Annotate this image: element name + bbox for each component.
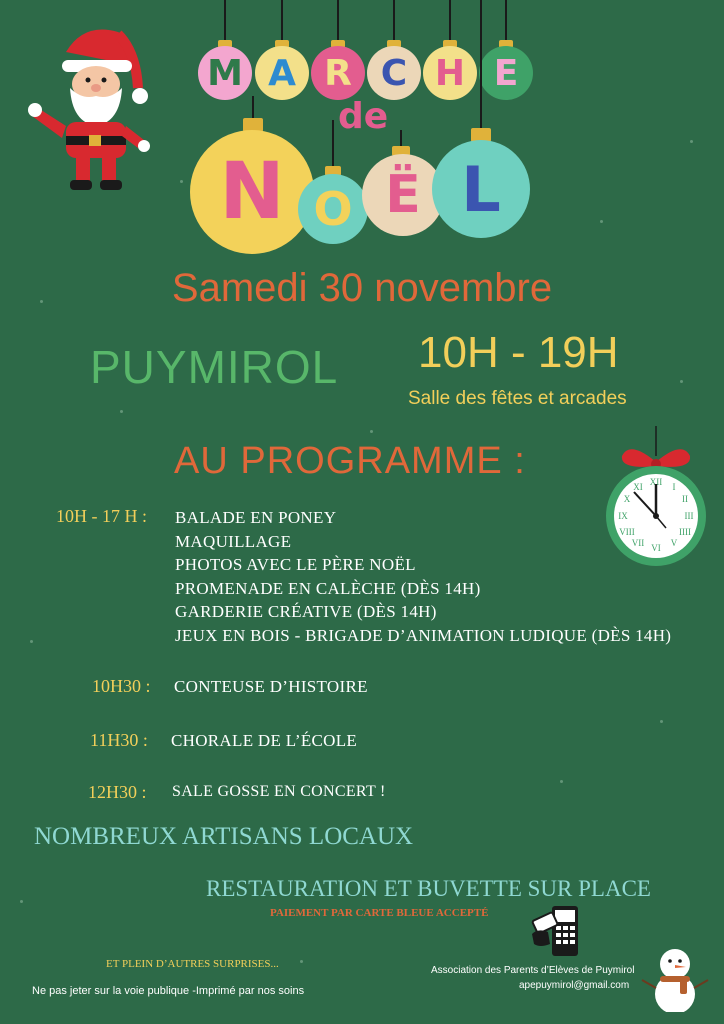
list-item: PROMENADE EN CALÈCHE (DÈS 14H): [175, 578, 481, 598]
event-venue: Salle des fêtes et arcades: [408, 388, 627, 409]
list-item: CONTEUSE D’HISTOIRE: [174, 677, 368, 696]
restauration-text: RESTAURATION ET BUVETTE SUR PLACE: [206, 876, 651, 901]
clock-numeral: X: [623, 494, 631, 504]
clock-numeral: VIII: [619, 527, 635, 537]
programme-time: 10H30 :: [92, 676, 151, 696]
ornament-letter: M: [198, 46, 252, 100]
programme-time: 10H - 17 H :: [56, 506, 147, 526]
ornament-letter: R: [311, 46, 365, 100]
event-date: Samedi 30 novembre: [171, 266, 553, 310]
list-item: PHOTOS AVEC LE PÈRE NOËL: [175, 555, 416, 574]
ornament-string: [224, 0, 226, 44]
snow-dot: [20, 900, 23, 903]
ornament-letter: E: [479, 46, 533, 100]
ornament-letter: O: [298, 174, 368, 244]
list-item: JEUX EN BOIS - BRIGADE D’ANIMATION LUDIQUE (DÈS 14H): [175, 625, 672, 645]
programme-time: 11H30 :: [90, 730, 148, 750]
ornament-string: [449, 0, 451, 44]
clock-numeral: XII: [649, 477, 663, 487]
ornament-letter: N: [190, 130, 314, 254]
snow-dot: [690, 140, 693, 143]
clock-numeral: V: [670, 538, 678, 548]
list-item: SALE GOSSE EN CONCERT !: [172, 783, 386, 800]
ornament-letter: H: [423, 46, 477, 100]
santa-icon: [26, 22, 150, 198]
ornament-string: [337, 0, 339, 44]
footer-notice: Ne pas jeter sur la voie publique -Imprimé par nos soins: [32, 985, 305, 997]
ornament-letter: C: [367, 46, 421, 100]
ornament-string: [480, 0, 482, 134]
programme-time: 12H30 :: [88, 782, 147, 802]
snow-dot: [30, 640, 33, 643]
surprises-text: ET PLEIN D’AUTRES SURPRISES...: [106, 958, 279, 970]
clock-numeral: IX: [618, 511, 628, 521]
snowman-icon: [640, 942, 710, 1012]
title-de: de: [338, 96, 389, 137]
snow-dot: [600, 220, 603, 223]
list-item: BALADE EN PONEY: [175, 508, 337, 527]
clock-numeral: VII: [631, 538, 645, 548]
association-name: Association des Parents d’Elèves de Puymirol: [431, 965, 635, 976]
card-payment-icon: [530, 904, 582, 958]
event-city: PUYMIROL: [90, 341, 339, 393]
ornament-string: [332, 120, 334, 170]
payment-text: PAIEMENT PAR CARTE BLEUE ACCEPTÉ: [270, 907, 489, 919]
snow-dot: [370, 430, 373, 433]
contact-email: apepuymirol@gmail.com: [519, 980, 630, 991]
ornament-letter: L: [432, 140, 530, 238]
clock-numeral: XI: [633, 482, 643, 492]
list-item: MAQUILLAGE: [175, 531, 292, 551]
clock-numeral: I: [672, 482, 676, 492]
clock-numeral: II: [682, 494, 688, 504]
event-hours: 10H - 19H: [418, 328, 619, 377]
ornament-string: [281, 0, 283, 44]
ornament-letter: A: [255, 46, 309, 100]
clock-numeral: III: [684, 511, 694, 521]
list-item: GARDERIE CRÉATIVE (DÈS 14H): [175, 602, 437, 621]
ornament-string: [393, 0, 395, 44]
programme-heading: AU PROGRAMME :: [174, 440, 526, 482]
ornament-string: [505, 0, 507, 44]
snow-dot: [680, 380, 683, 383]
clock-numeral: VI: [651, 543, 661, 553]
snow-dot: [120, 410, 123, 413]
ornament-letter: Ë: [362, 154, 444, 236]
clock-numeral: IIII: [679, 527, 691, 537]
artisans-text: NOMBREUX ARTISANS LOCAUX: [34, 823, 414, 850]
snow-dot: [660, 720, 663, 723]
snow-dot: [560, 780, 563, 783]
snow-dot: [300, 960, 303, 963]
snow-dot: [180, 180, 183, 183]
programme-list: [175, 506, 671, 647]
list-item: CHORALE DE L’ÉCOLE: [171, 731, 358, 750]
